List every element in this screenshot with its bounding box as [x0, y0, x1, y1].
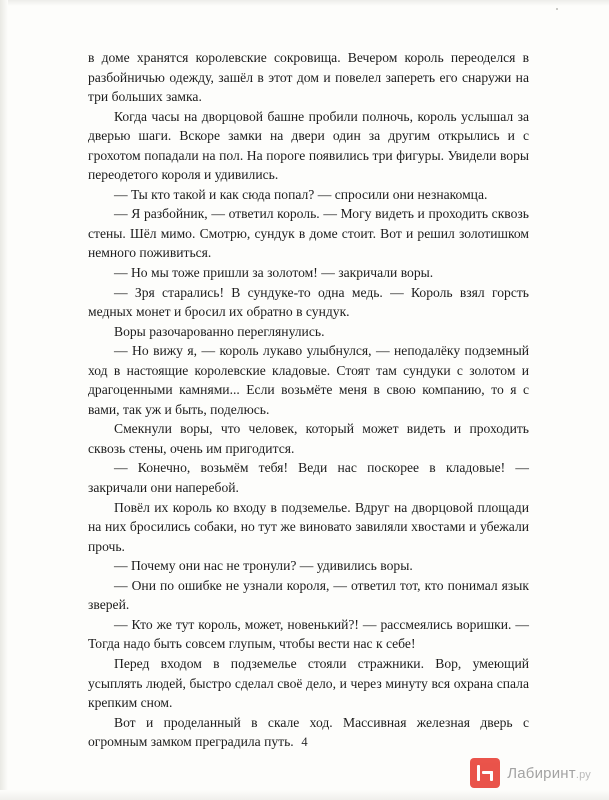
watermark-domain: .ру — [575, 768, 591, 781]
page-edge-bottom — [0, 790, 609, 800]
paragraph: — Конечно, возьмём тебя! Веди нас поскорее в кладовые! — закричали они наперебой. — [88, 460, 529, 496]
paragraph: Повёл их король ко входу в подземелье. Вдруг на дворцовой площади на них бросились собаки, но тут же виновато завиляли хвостами и убежали прочь. — [88, 499, 529, 554]
paragraph: Когда часы на дворцовой башне пробили полночь, король услышал за дверью шаги. Вскоре замки на двери один за другим открылись и с грохотом попадали на пол. На пороге появились три фигуры. Увидели воры переодетого короля и удивились. — [88, 108, 529, 183]
paragraph: Смекнули воры, что человек, который может видеть и проходить сквозь стены, очень им пригодится. — [88, 421, 529, 456]
paragraph: — Зря старались! В сундуке-то одна медь. — Король взял горсть медных монет и бросил их обратно в сундук. — [88, 284, 529, 320]
paragraph: — Но вижу я, — король лукаво улыбнулся, — неподалёку подземный ход в настоящие королевские кладовые. Стоят там сундуки с золотом и драгоценными камнями... Если возьмёте меня в свою компанию, то я с вами, так уж и быть, поделюсь. — [88, 343, 529, 417]
paragraph: — Ты кто такой и как сюда попал? — спросили они незнакомца. — [114, 186, 488, 202]
paragraph: — Я разбойник, — ответил король. — Могу видеть и проходить сквозь стены. Шёл мимо. Смотрю, сундук в доме стоит. Вот и решил золотишком немного поживиться. — [88, 206, 529, 261]
page-number: 4 — [301, 735, 308, 749]
page-body-text — [88, 48, 529, 752]
paragraph: — Они по ошибке не узнали короля, — ответил тот, кто понимал язык зверей. — [88, 577, 529, 613]
paragraph: — Кто же тут король, может, новенький?! — рассмеялись воришки. — Тогда надо быть совсем глупым, чтобы вести нас к себе! — [88, 616, 529, 652]
watermark — [470, 758, 591, 788]
paragraph: — Но мы тоже пришли за золотом! — закричали воры. — [114, 265, 434, 281]
paragraph: Воры разочарованно переглянулись. — [114, 323, 325, 339]
scan-speck — [556, 8, 558, 10]
page-edge-top — [0, 0, 609, 6]
page-edge-left — [0, 0, 8, 800]
paragraph: — Почему они нас не тронули? — удивились воры. — [114, 558, 413, 574]
watermark-text — [507, 765, 591, 782]
paragraph: Перед входом в подземелье стояли стражники. Вор, умеющий усыплять людей, быстро сделал своё дело, и через минуту вся охрана спала крепким сном. — [88, 655, 529, 711]
paragraph: в доме хранятся королевские сокровища. Вечером король переоделся в разбойничью одежду, зашёл в этот дом и повелел запереть его снаружи на три больших замка. — [88, 50, 529, 105]
paragraph: Вот и проделанный в скале ход. Массивная железная дверь с огромным замком преградила путь. — [88, 714, 529, 750]
labirint-logo-icon — [470, 758, 500, 788]
watermark-brand: Лабиринт — [507, 764, 576, 782]
